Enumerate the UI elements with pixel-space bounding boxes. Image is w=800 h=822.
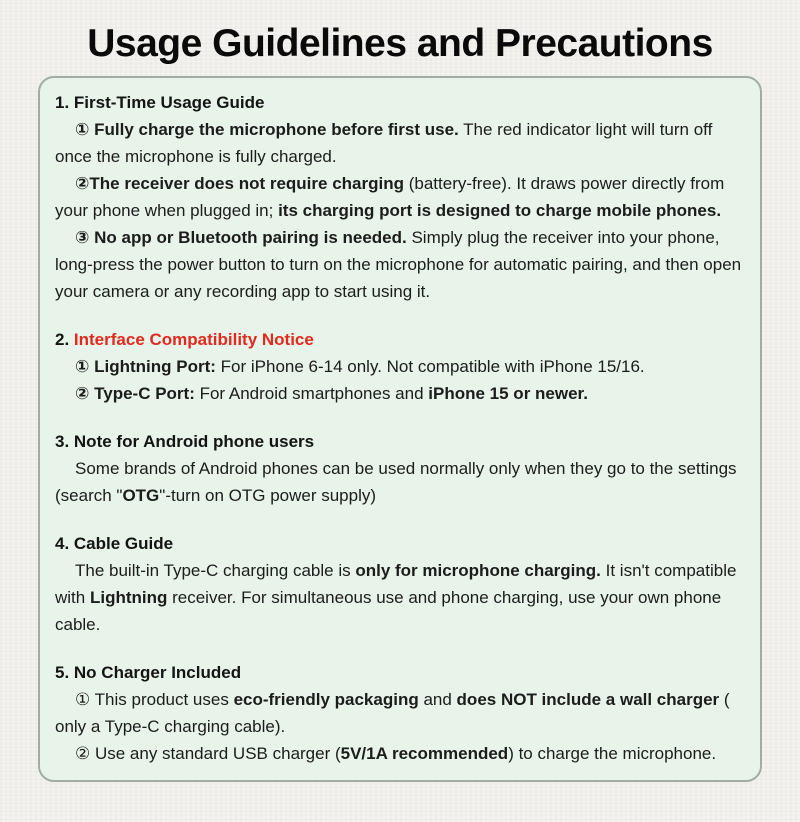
section-heading — [55, 428, 745, 455]
section-title: Note for Android phone users — [73, 432, 315, 451]
text-run: ② Type-C Port: — [75, 384, 195, 403]
text-run: iPhone 15 or newer. — [428, 384, 588, 403]
text-run: ( only a Type-C charging cable). — [55, 690, 730, 736]
text-run: 5V/1A recommended — [340, 744, 509, 763]
section-heading — [55, 530, 745, 557]
text-run: ) to charge the microphone. — [508, 744, 717, 763]
guideline-section — [55, 659, 745, 767]
text-run: its charging port is designed to charge mobile phones. — [278, 201, 722, 220]
text-run: does NOT include a wall charger — [456, 690, 720, 709]
page-title: Usage Guidelines and Precautions — [87, 22, 713, 65]
text-run: eco-friendly packaging — [233, 690, 419, 709]
paragraph — [55, 224, 745, 305]
text-run: Some brands of Android phones can be used normally only when they go to the settings (search " — [55, 459, 737, 505]
text-run: The red indicator light will turn off once the microphone is fully charged. — [55, 120, 713, 166]
text-run: only for microphone charging. — [355, 561, 601, 580]
paragraph — [55, 455, 745, 509]
section-heading — [55, 326, 745, 353]
section-heading — [55, 89, 745, 116]
text-run: For iPhone 6-14 only. Not compatible with iPhone 15/16. — [215, 357, 645, 376]
text-run: receiver. For simultaneous use and phone charging, use your own phone cable. — [55, 588, 722, 634]
guidelines-card — [38, 76, 762, 782]
section-number: 3. — [55, 432, 74, 451]
section-title: Cable Guide — [73, 534, 174, 553]
text-run: For Android smartphones and — [194, 384, 429, 403]
paragraph — [55, 686, 745, 740]
paragraph — [55, 353, 745, 380]
section-title: First-Time Usage Guide — [73, 93, 265, 112]
paragraph — [55, 380, 745, 407]
paragraph — [55, 740, 745, 767]
text-run: ① Lightning Port: — [75, 357, 216, 376]
guideline-section — [55, 530, 745, 638]
paragraph — [55, 557, 745, 638]
text-run: "-turn on OTG power supply) — [159, 486, 377, 505]
text-run: ① This product uses — [75, 690, 234, 709]
text-run: ② Use any standard USB charger ( — [75, 744, 341, 763]
text-run: ②The receiver does not require charging — [75, 174, 404, 193]
text-run: It isn't compatible with — [55, 561, 737, 607]
sections-container — [55, 89, 745, 767]
section-number: 1. — [55, 93, 74, 112]
text-run: Simply plug the receiver into your phone, long-press the power button to turn on the microphone for automatic pairing, and then open your camera or any recording app to start using it. — [55, 228, 742, 301]
section-heading — [55, 659, 745, 686]
text-run: OTG — [122, 486, 160, 505]
guideline-section — [55, 326, 745, 407]
text-run: and — [418, 690, 457, 709]
section-number: 4. — [55, 534, 74, 553]
guideline-section — [55, 89, 745, 305]
section-number: 5. — [55, 663, 74, 682]
paragraph — [55, 116, 745, 170]
section-number: 2. — [55, 330, 74, 349]
text-run: Lightning — [89, 588, 168, 607]
text-run: ③ No app or Bluetooth pairing is needed. — [75, 228, 407, 247]
section-title: Interface Compatibility Notice — [73, 330, 314, 349]
text-run: (battery-free). It draws power directly from your phone when plugged in; — [55, 174, 725, 220]
section-title: No Charger Included — [73, 663, 242, 682]
paragraph — [55, 170, 745, 224]
guideline-section — [55, 428, 745, 509]
text-run: ① Fully charge the microphone before first use. — [75, 120, 459, 139]
text-run: The built-in Type-C charging cable is — [75, 561, 356, 580]
